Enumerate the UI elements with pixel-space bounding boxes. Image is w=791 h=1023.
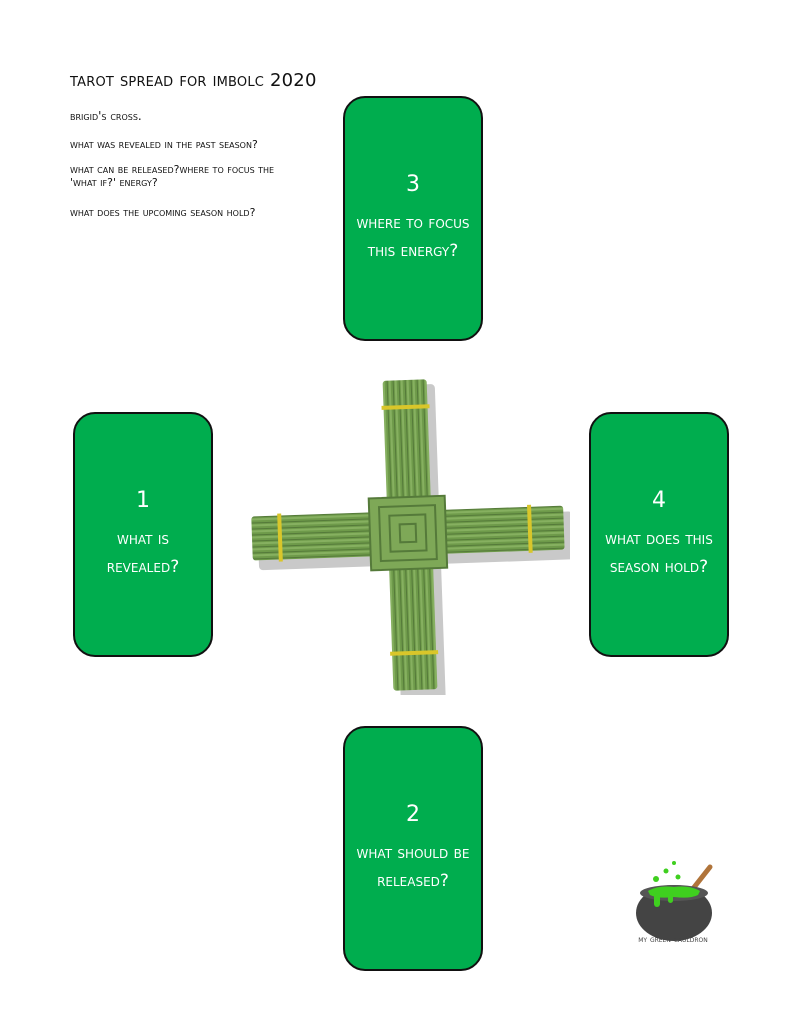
card-label-line: revealed? — [106, 557, 180, 577]
card-position-3 — [343, 96, 483, 341]
card-label-line: what should be — [356, 843, 470, 863]
intro-question-1: what was revealed in the past season? — [70, 138, 258, 151]
intro-question-3: what does the upcoming season hold? — [70, 206, 256, 219]
intro-question-2: what can be released?where to focus the 'what if?' energy? — [70, 163, 275, 189]
card-number: 3 — [406, 172, 420, 197]
card-label-line: season hold? — [609, 557, 709, 577]
card-label-line: where to focus — [356, 213, 470, 233]
page-subtitle: brigid's cross. — [70, 109, 142, 123]
page-title: tarot spread for imbolc 2020 — [70, 70, 317, 91]
card-label-line: what is — [116, 529, 170, 549]
card-number: 4 — [652, 488, 666, 513]
brigids-cross-icon — [250, 375, 570, 695]
card-position-2 — [343, 726, 483, 971]
card-number: 2 — [406, 802, 420, 827]
card-position-1 — [73, 412, 213, 657]
card-label-line: what does this — [605, 529, 713, 549]
card-label — [351, 839, 476, 895]
card-label-line: this energy? — [367, 241, 459, 261]
card-label — [350, 209, 475, 265]
logo-text: my green cauldron — [638, 935, 708, 945]
card-label — [101, 525, 185, 581]
card-number: 1 — [136, 488, 150, 513]
card-position-4 — [589, 412, 729, 657]
card-label-line: released? — [377, 871, 449, 891]
card-label — [599, 525, 719, 581]
